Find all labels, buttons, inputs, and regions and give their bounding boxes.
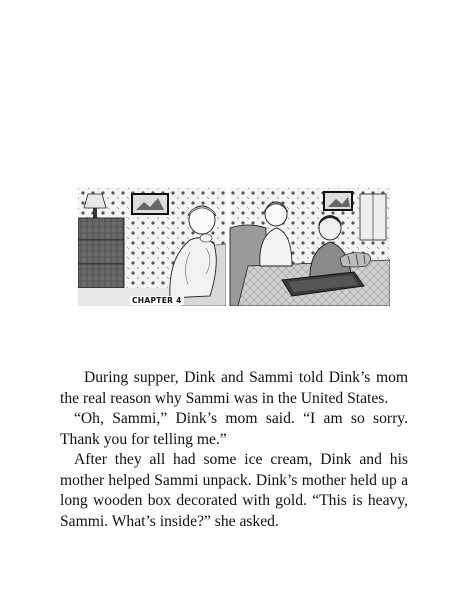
paragraph: During supper, Dink and Sammi told Dink’s mom the real reason why Sammi was in the United States.: [60, 369, 408, 407]
chapter-label: CHAPTER 4: [132, 296, 182, 305]
book-illustration-icon: [78, 188, 390, 306]
left-panel: [78, 188, 226, 306]
right-panel: [230, 188, 390, 306]
chapter-illustration: [78, 188, 390, 306]
paragraph: After they all had some ice cream, Dink and his mother helped Sammi unpack. Dink’s mother held up a long wooden box decorated with gold. “This is heavy, Sammi. What’s inside?” she asked.: [60, 451, 408, 530]
paragraph: “Oh, Sammi,” Dink’s mom said. “I am so sorry. Thank you for telling me.”: [60, 410, 408, 448]
story-text: [60, 368, 408, 532]
